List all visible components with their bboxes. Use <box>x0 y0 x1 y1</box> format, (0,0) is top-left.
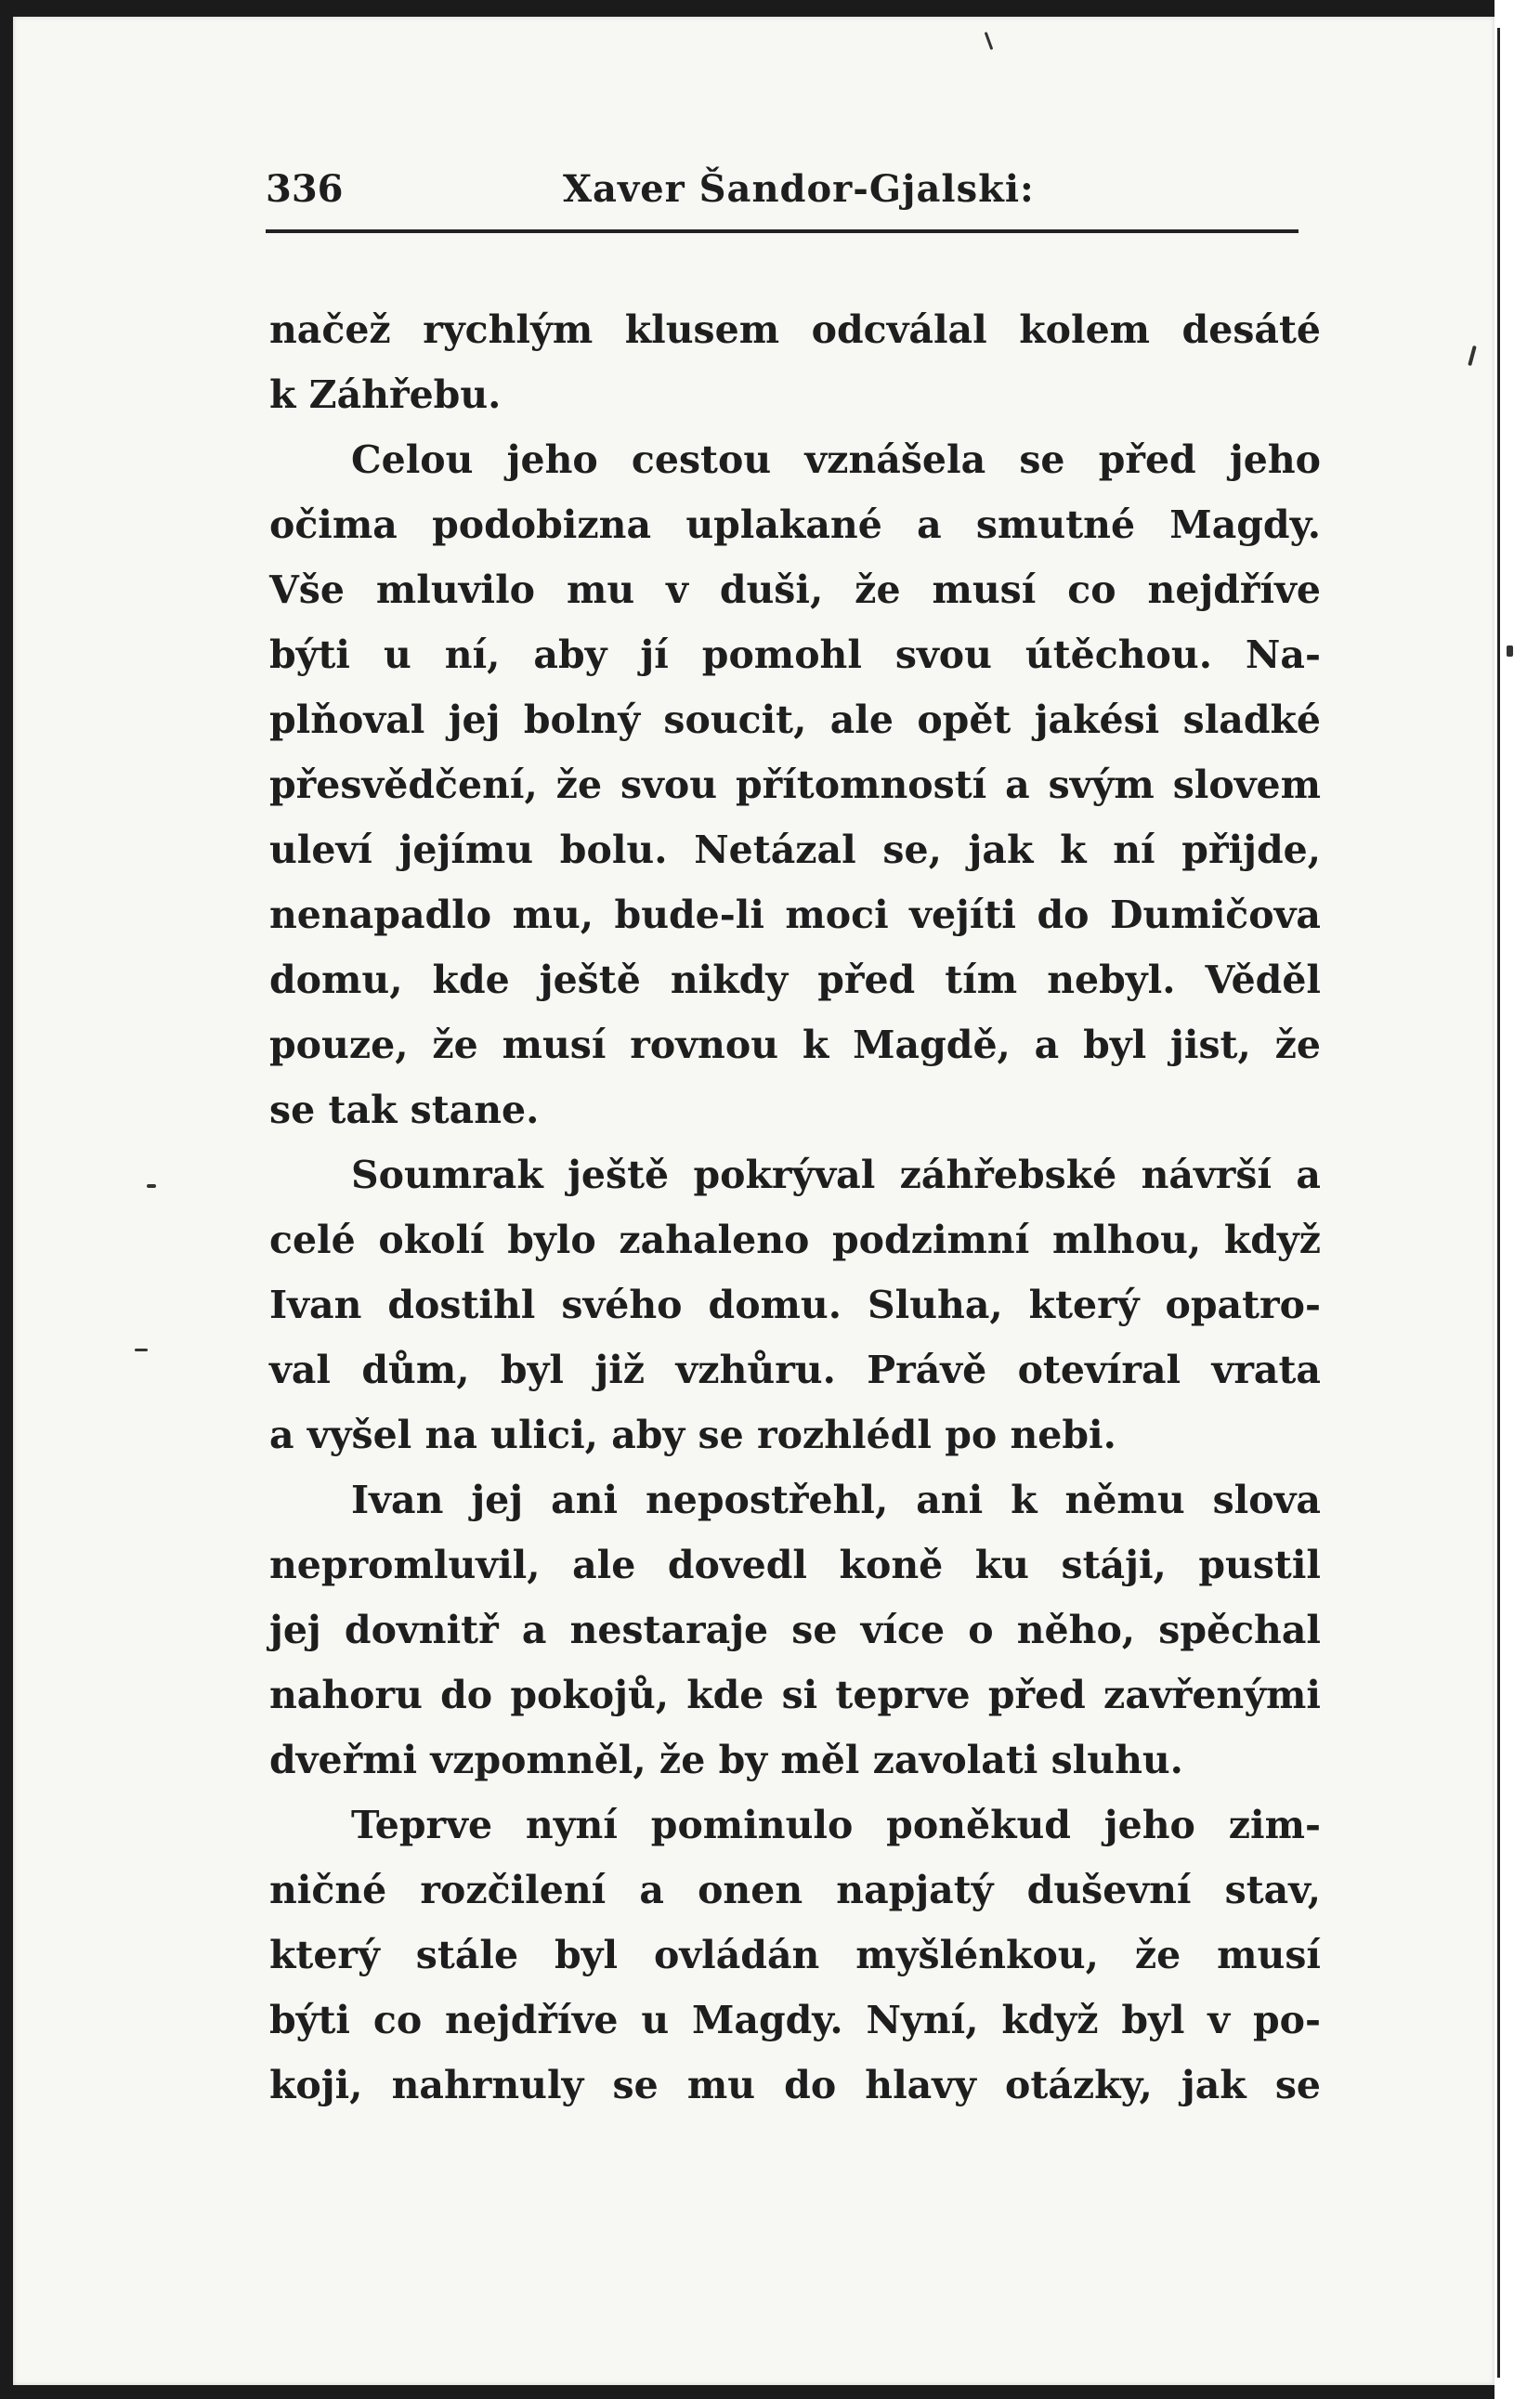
text-line: načež rychlým klusem odcválal kolem desáté <box>269 307 1321 352</box>
text-line: Ivan dostihl svého domu. Sluha, který opatro- <box>269 1283 1321 1327</box>
text-line: dveřmi vzpomněl, že by měl zavolati sluhu. <box>269 1738 1183 1782</box>
text-line: Ivan jej ani nepostřehl, ani k němu slova <box>351 1478 1321 1522</box>
text-line: ničné rozčilení a onen napjatý duševní stav, <box>269 1868 1321 1912</box>
page-number: 336 <box>266 167 344 211</box>
text-line: Celou jeho cestou vznášela se před jeho <box>351 437 1321 482</box>
running-head: Xaver Šandor-Gjalski: <box>563 167 1035 211</box>
text-line: a vyšel na ulici, aby se rozhlédl po nebi. <box>269 1413 1116 1457</box>
text-line: uleví jejímu bolu. Netázal se, jak k ní přijde, <box>269 828 1321 872</box>
header-rule <box>266 229 1299 233</box>
text-line: nepromluvil, ale dovedl koně ku stáji, pustil <box>269 1543 1321 1587</box>
page-edge-line <box>1497 28 1500 2378</box>
text-line: nahoru do pokojů, kde si teprve před zavřenými <box>269 1673 1321 1717</box>
text-line: Vše mluvilo mu v duši, že musí co nejdříve <box>269 567 1321 612</box>
page-header <box>266 167 1306 214</box>
text-line: Teprve nyní pominulo poněkud jeho zim- <box>351 1803 1321 1847</box>
text-line: pouze, že musí rovnou k Magdě, a byl jist, že <box>269 1023 1321 1067</box>
text-line: jej dovnitř a nestaraje se více o něho, spěchal <box>269 1608 1321 1652</box>
text-line: k Záhřebu. <box>269 372 502 417</box>
scan-speck <box>147 1184 156 1188</box>
text-line: který stále byl ovládán myšlénkou, že musí <box>269 1933 1321 1977</box>
text-line: koji, nahrnuly se mu do hlavy otázky, jak se <box>269 2063 1321 2107</box>
text-line: Soumrak ještě pokrýval záhřebské návrší a <box>351 1153 1321 1197</box>
text-line: býti co nejdříve u Magdy. Nyní, když byl v po- <box>269 1998 1321 2042</box>
text-line: očima podobizna uplakané a smutné Magdy. <box>269 502 1321 547</box>
text-line: domu, kde ještě nikdy před tím nebyl. Věděl <box>269 958 1321 1002</box>
text-line: celé okolí bylo zahaleno podzimní mlhou, když <box>269 1218 1321 1262</box>
text-line: plňoval jej bolný soucit, ale opět jakési sladké <box>269 698 1321 742</box>
text-line: býti u ní, aby jí pomohl svou útěchou. Na- <box>269 632 1321 677</box>
text-line: se tak stane. <box>269 1088 540 1132</box>
text-line: val dům, byl již vzhůru. Právě otevíral vrata <box>269 1348 1321 1392</box>
page-edge-strip <box>1494 0 1540 2399</box>
scan-speck <box>1507 645 1513 657</box>
body-text <box>269 297 1321 2118</box>
scan-speck <box>135 1349 148 1351</box>
text-line: přesvědčení, že svou přítomností a svým slovem <box>269 763 1321 807</box>
text-line: nenapadlo mu, bude-li moci vejíti do Dumičova <box>269 893 1321 937</box>
